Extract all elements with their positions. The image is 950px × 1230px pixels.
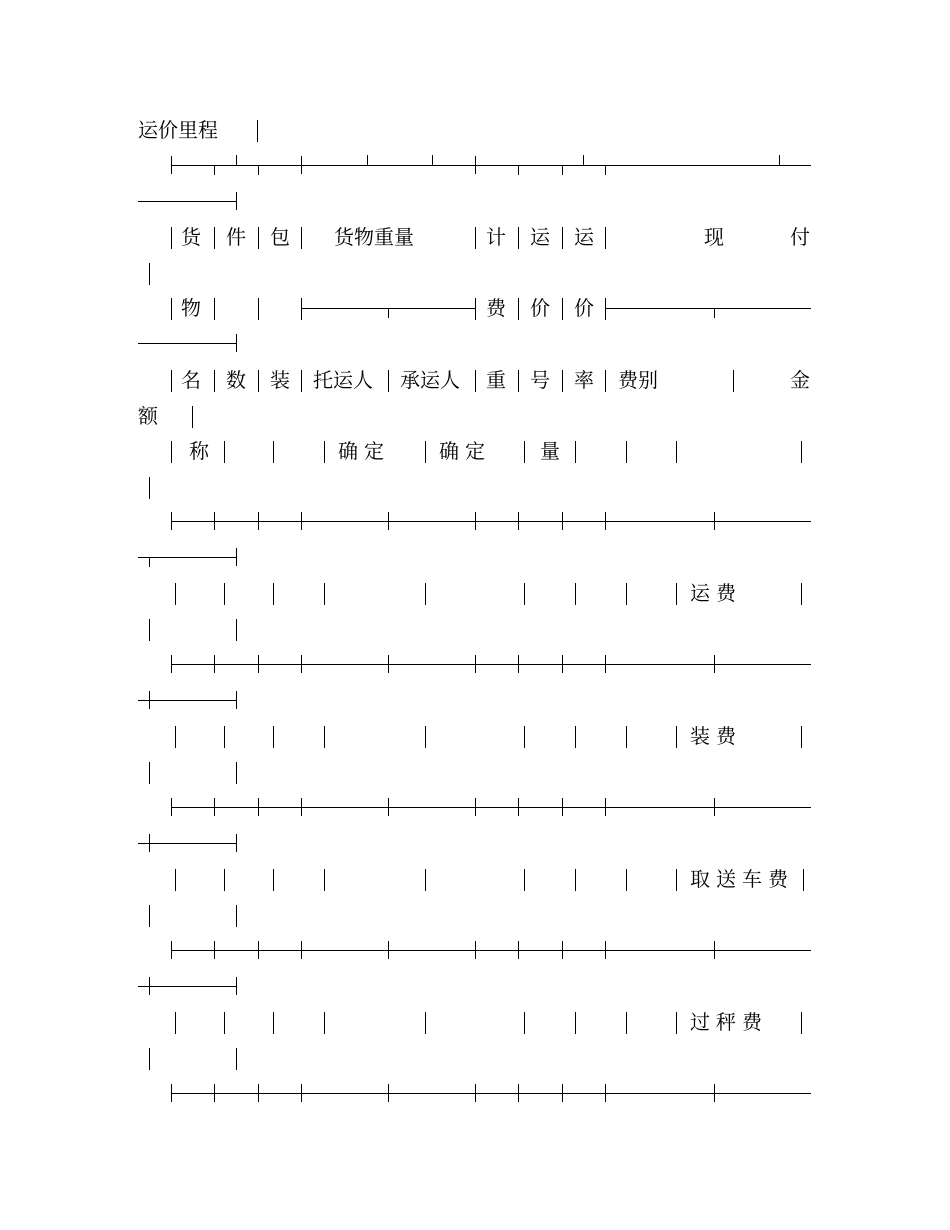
header-cell: 金 bbox=[790, 368, 810, 392]
header-cell: 现 bbox=[704, 225, 724, 249]
header-cell: 装 bbox=[270, 368, 290, 392]
header-cell: 确定 bbox=[439, 439, 491, 463]
header-cell: 称 bbox=[189, 439, 209, 463]
header-cell: 托运人 bbox=[313, 368, 373, 392]
header-cell: 数 bbox=[226, 368, 246, 392]
header-cell: 付 bbox=[790, 225, 810, 249]
fee-label: 过秤费 bbox=[690, 1010, 768, 1034]
header-cell: 件 bbox=[226, 225, 246, 249]
header-cell: 额 bbox=[138, 404, 158, 428]
mileage-label: 运价里程 bbox=[138, 118, 218, 142]
header-cell: 物 bbox=[181, 296, 201, 320]
header-cell: 货物重量 bbox=[334, 225, 414, 249]
divider bbox=[257, 120, 258, 142]
header-cell: 包 bbox=[270, 225, 290, 249]
header-cell: 货 bbox=[181, 225, 201, 249]
fee-label: 运费 bbox=[690, 581, 742, 605]
header-cell: 费别 bbox=[618, 368, 658, 392]
header-cell: 重 bbox=[486, 368, 506, 392]
header-cell: 承运人 bbox=[400, 368, 460, 392]
header-cell: 价 bbox=[574, 296, 594, 320]
header-cell: 名 bbox=[181, 368, 201, 392]
fee-label: 取送车费 bbox=[690, 867, 794, 891]
fee-label: 装费 bbox=[690, 724, 742, 748]
table-rule bbox=[171, 165, 811, 166]
header-cell: 运 bbox=[574, 225, 594, 249]
header-cell: 量 bbox=[540, 439, 560, 463]
header-cell: 费 bbox=[486, 296, 506, 320]
header-cell: 确定 bbox=[338, 439, 390, 463]
header-cell: 价 bbox=[530, 296, 550, 320]
table-rule bbox=[138, 201, 236, 202]
header-cell: 计 bbox=[486, 225, 506, 249]
header-cell: 号 bbox=[530, 368, 550, 392]
header-cell: 率 bbox=[574, 368, 594, 392]
header-cell: 运 bbox=[530, 225, 550, 249]
